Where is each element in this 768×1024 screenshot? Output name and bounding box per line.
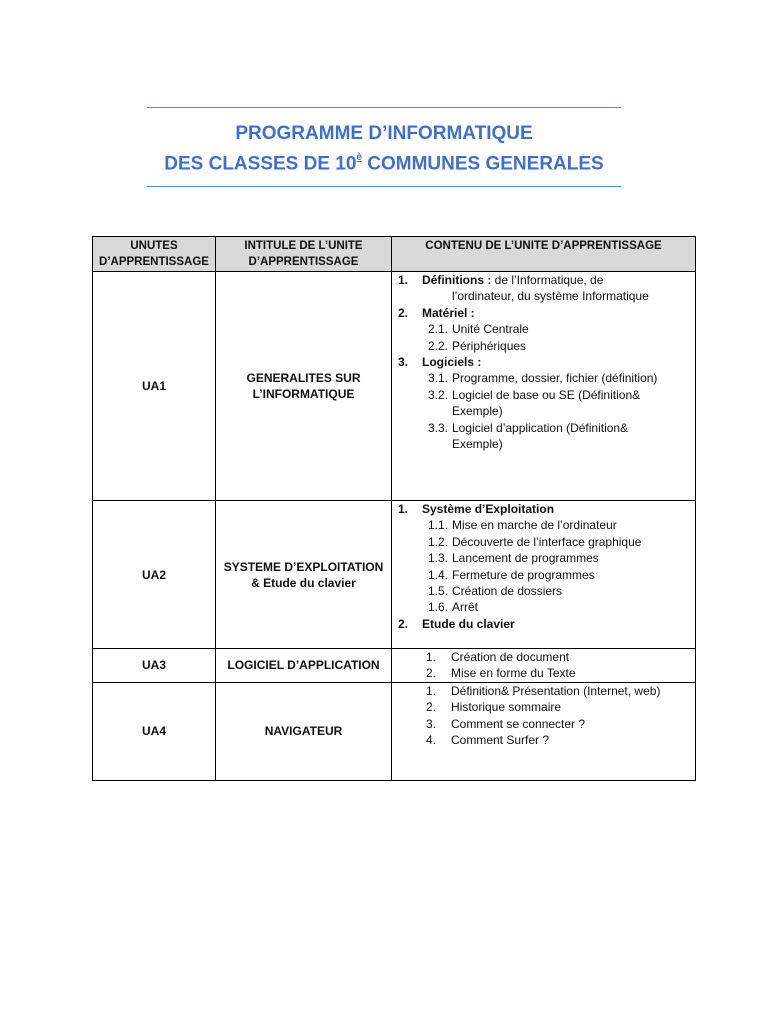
item-label: Etude du clavier [422, 616, 515, 631]
unit-content [392, 682, 696, 780]
item-text: Historique sommaire [451, 700, 562, 715]
item-number: 1. [426, 650, 437, 664]
document-title-line1: PROGRAMME D’INFORMATIQUE [235, 123, 533, 144]
sub-item-number: 1.5. [428, 584, 449, 599]
header-content: CONTENU DE L’UNITE D’APPRENTISSAGE [392, 237, 696, 272]
list-item-continuation: Exemple) [452, 404, 503, 419]
sub-item-number: 1.3. [428, 551, 449, 566]
sub-list-item [398, 338, 691, 354]
list-item [398, 354, 691, 370]
sub-list-item [398, 370, 691, 386]
unit-title: NAVIGATEUR [216, 682, 392, 780]
item-number: 2. [426, 700, 437, 715]
item-number: 1. [398, 273, 409, 287]
sub-item-number: 2.2. [428, 338, 449, 353]
list-item [398, 699, 691, 715]
sub-list-item [398, 420, 691, 436]
item-label: Définitions : [422, 273, 492, 287]
sub-item-number: 3.3. [428, 420, 449, 435]
item-label: Système d’Exploitation [422, 502, 555, 516]
sub-item-text: Découverte de l’interface graphique [452, 534, 642, 549]
sub-list-item [398, 583, 691, 599]
item-number: 2. [426, 666, 437, 681]
unit-content [392, 272, 696, 501]
sub-item-text: Programme, dossier, fichier (définition) [452, 371, 658, 386]
header-title: INTITULE DE L’UNITE D’APPRENTISSAGE [216, 237, 392, 272]
sub-item-text: Logiciel d’application (Définition& [452, 420, 629, 435]
sub-item-number: 1.1. [428, 518, 449, 533]
title-superscript: è [356, 152, 362, 163]
title-line2-suffix: COMMUNES GENERALES [361, 153, 604, 175]
sub-item-number: 1.4. [428, 567, 449, 582]
sub-list-item [398, 567, 691, 583]
sub-item-number: 1.6. [428, 600, 449, 615]
table-row [93, 272, 696, 501]
title-line2-prefix: DES CLASSES DE 10 [164, 153, 357, 175]
list-item [398, 501, 691, 517]
title-rule-bottom [147, 186, 621, 187]
document-title-line2 [0, 147, 768, 177]
sub-list-item [398, 534, 691, 550]
list-item [398, 665, 691, 681]
sub-item-number: 3.1. [428, 371, 449, 386]
sub-item-text: Création de dossiers [452, 584, 563, 599]
item-number: 4. [426, 733, 437, 748]
sub-item-text: Unité Centrale [452, 322, 529, 337]
table-row [93, 682, 696, 780]
unit-code: UA2 [93, 501, 216, 649]
table-row [93, 501, 696, 649]
item-number: 2. [398, 616, 409, 631]
list-item [398, 716, 691, 732]
item-label: Matériel : [422, 305, 475, 320]
sub-item-number: 1.2. [428, 534, 449, 549]
unit-title: LOGICIEL D’APPLICATION [216, 649, 392, 683]
list-item-continuation: Exemple) [452, 437, 503, 452]
unit-code: UA4 [93, 682, 216, 780]
sub-item-text: Mise en marche de l’ordinateur [452, 518, 617, 533]
sub-list-item [398, 321, 691, 337]
item-text: de l’Informatique, de [491, 273, 604, 287]
table-row [93, 649, 696, 683]
sub-item-text: Arrêt [452, 600, 479, 615]
item-number: 3. [426, 716, 437, 731]
item-text: Création de document [451, 650, 570, 664]
item-number: 1. [398, 502, 409, 516]
sub-list-item [398, 599, 691, 615]
unit-code: UA1 [93, 272, 216, 501]
program-table [92, 236, 696, 781]
sub-item-number: 2.1. [428, 322, 449, 337]
list-item [398, 305, 691, 321]
list-item [398, 683, 691, 699]
item-text: Comment Surfer ? [451, 733, 550, 748]
unit-code: UA3 [93, 649, 216, 683]
header-units: UNUTES D’APPRENTISSAGE [93, 237, 216, 272]
list-item [398, 649, 691, 665]
title-rule-top [147, 107, 621, 108]
item-text: Comment se connecter ? [451, 716, 586, 731]
unit-content [392, 501, 696, 649]
item-label: Logiciels : [422, 355, 482, 370]
sub-item-text: Logiciel de base ou SE (Définition& [452, 387, 641, 402]
item-text: Définition& Présentation (Internet, web) [451, 683, 661, 698]
sub-item-text: Fermeture de programmes [452, 567, 595, 582]
item-number: 1. [426, 683, 437, 698]
item-number: 2. [398, 305, 409, 320]
sub-list-item [398, 517, 691, 533]
sub-item-text: Lancement de programmes [452, 551, 599, 566]
unit-title: SYSTEME D’EXPLOITATION & Etude du clavier [216, 501, 392, 649]
item-number: 3. [398, 355, 409, 370]
unit-title: GENERALITES SUR L’INFORMATIQUE [216, 272, 392, 501]
table-header-row [93, 237, 696, 272]
sub-item-text: Périphériques [452, 338, 527, 353]
unit-content [392, 649, 696, 683]
list-item [398, 732, 691, 748]
sub-item-number: 3.2. [428, 387, 449, 402]
item-text: Mise en forme du Texte [451, 666, 576, 681]
sub-list-item [398, 550, 691, 566]
list-item [398, 616, 691, 632]
sub-list-item [398, 387, 691, 403]
list-item-continuation: l’ordinateur, du système Informatique [452, 289, 649, 304]
list-item [398, 272, 691, 288]
